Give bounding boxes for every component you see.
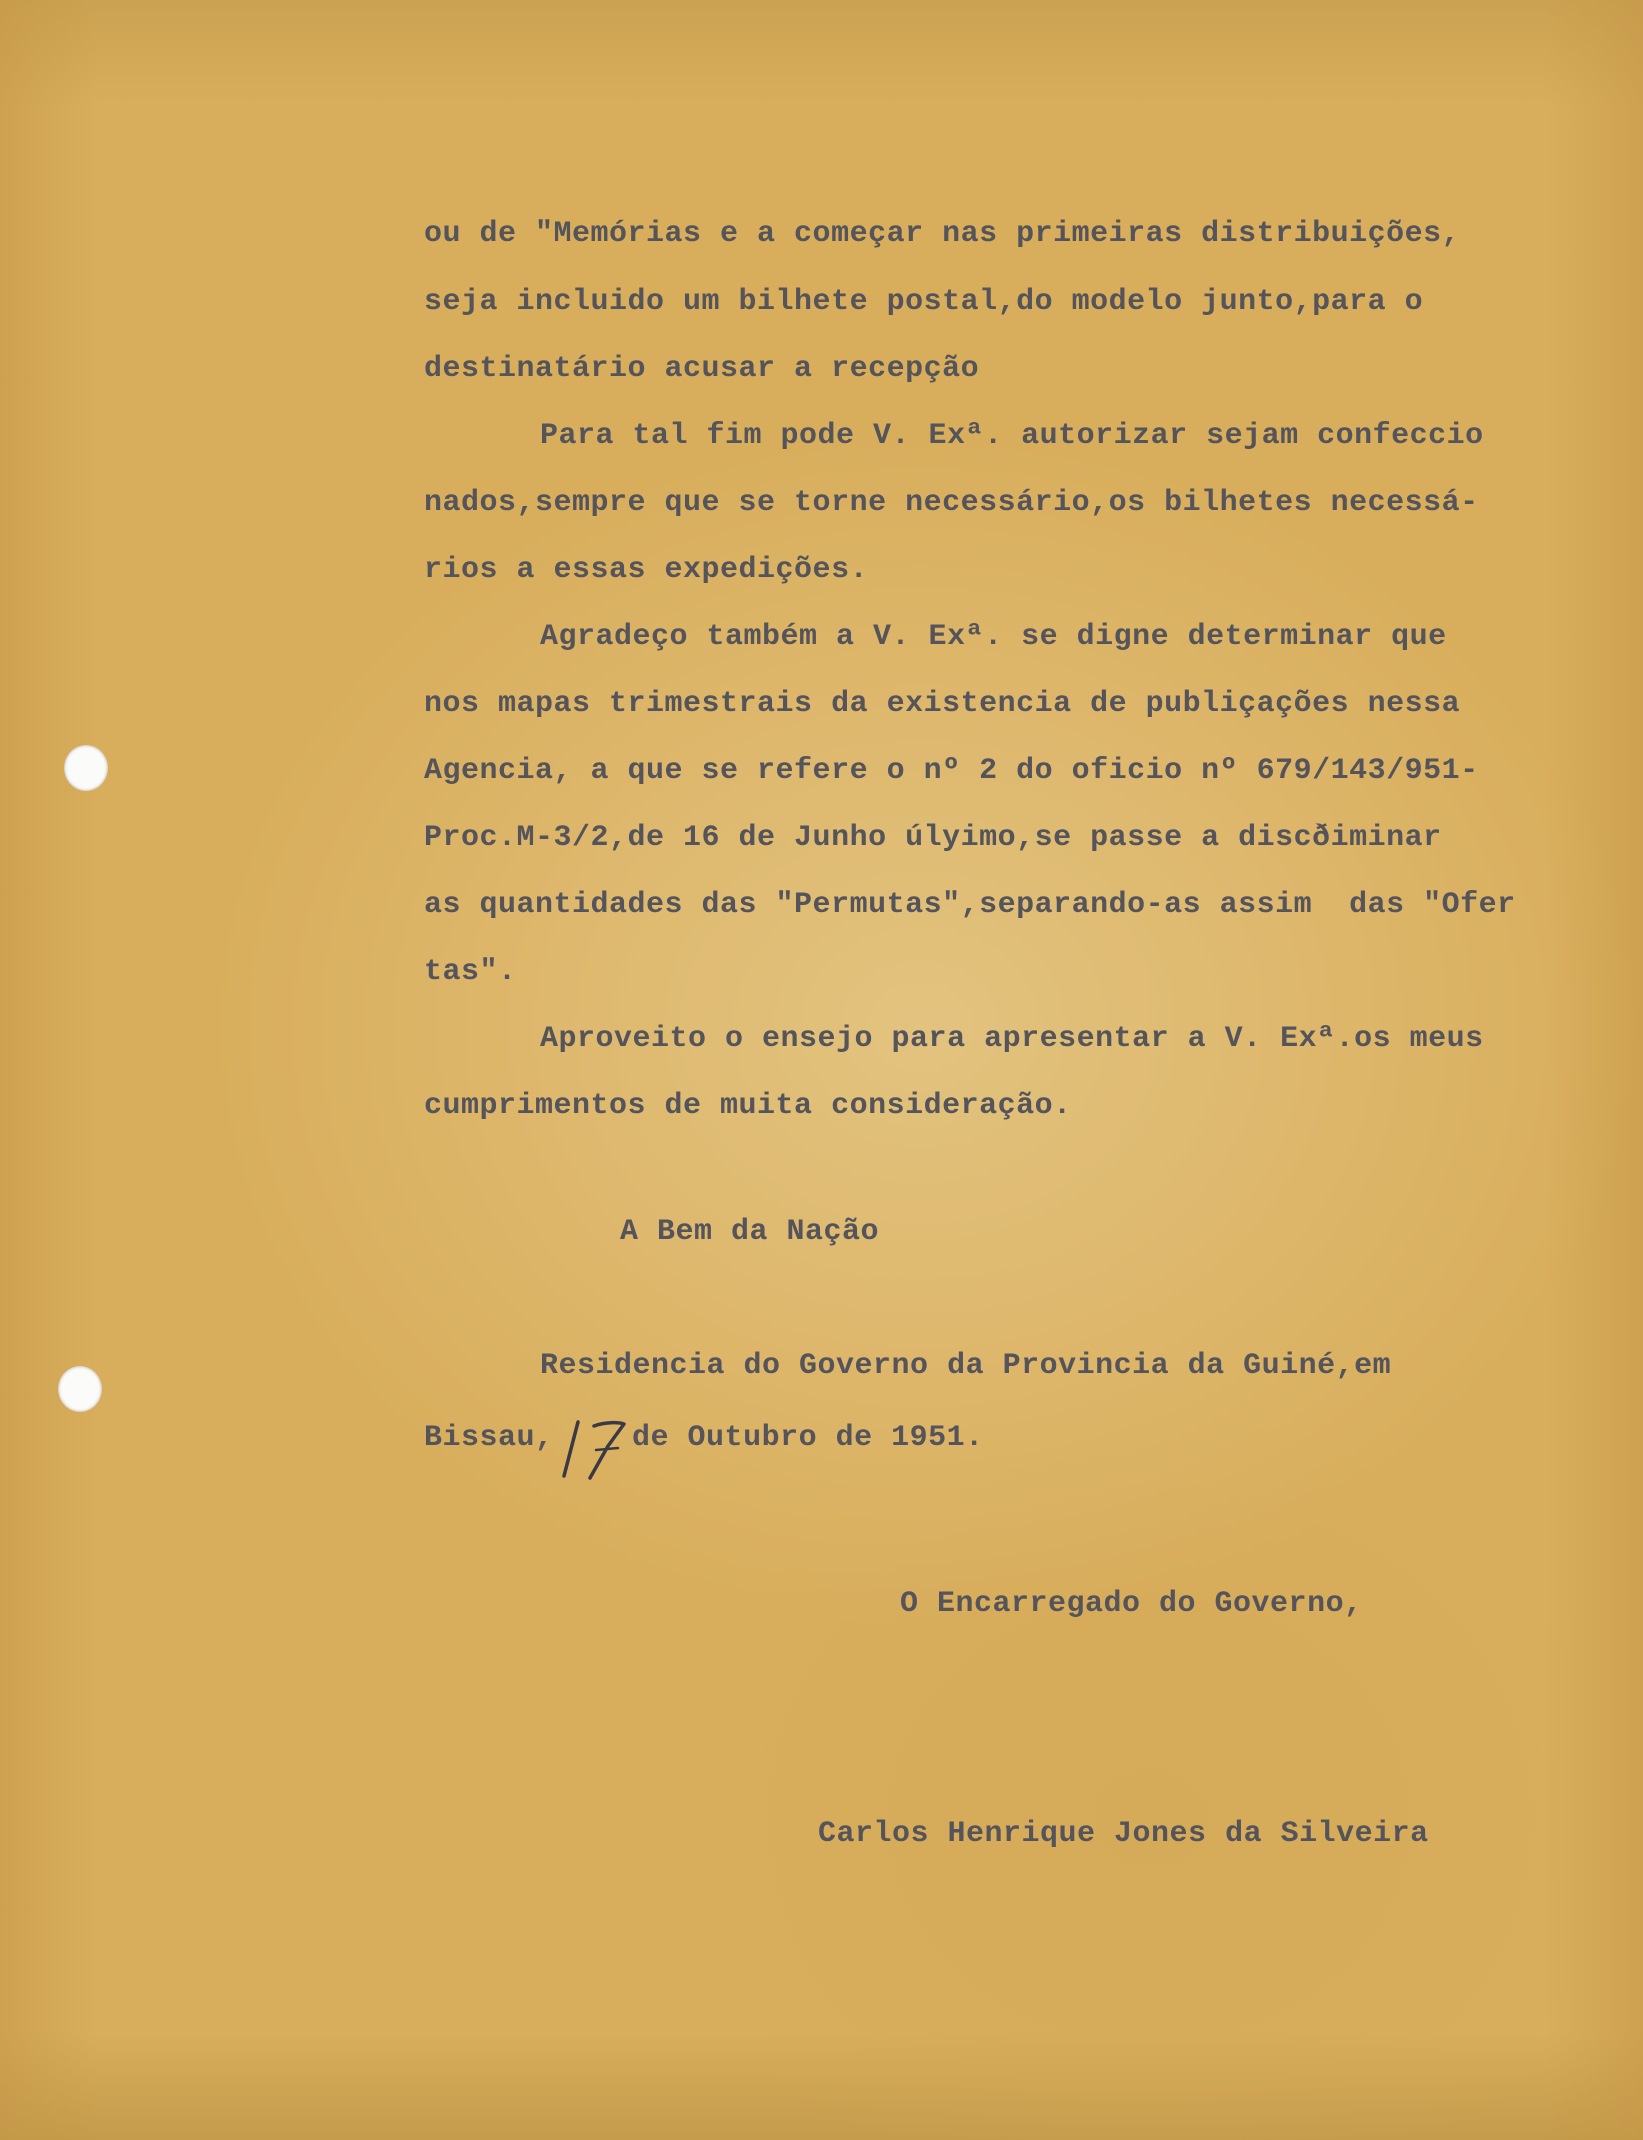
body-line: Aproveito o ensejo para apresentar a V. Exª.os meus: [540, 1022, 1484, 1056]
body-line: ou de "Memórias e a começar nas primeiras distribuições,: [424, 217, 1461, 251]
signatory-title: O Encarregado do Governo,: [900, 1587, 1363, 1621]
body-line: seja incluido um bilhete postal,do modelo junto,para o: [424, 285, 1424, 319]
date-line: [424, 1420, 984, 1456]
signatory-name: Carlos Henrique Jones da Silveira: [818, 1817, 1429, 1851]
salutation: A Bem da Nação: [620, 1215, 880, 1249]
body-line: tas".: [424, 955, 517, 989]
body-line: as quantidades das "Permutas",separando-as assim das "Ofer: [424, 888, 1516, 922]
body-line: destinatário acusar a recepção: [424, 352, 980, 386]
date-city: Bissau,: [424, 1421, 554, 1455]
body-line: nados,sempre que se torne necessário,os bilhetes necessá-: [424, 486, 1479, 520]
body-line: rios a essas expedições.: [424, 553, 869, 587]
date-month-year: de Outubro de 1951.: [632, 1421, 984, 1455]
body-line: Para tal fim pode V. Exª. autorizar sejam confeccio: [540, 419, 1484, 453]
handwritten-day-strokes: [560, 1402, 650, 1482]
place-line: Residencia do Governo da Provincia da Guiné,em: [540, 1349, 1392, 1383]
body-line: cumprimentos de muita consideração.: [424, 1089, 1072, 1123]
body-line: Agencia, a que se refere o nº 2 do oficio nº 679/143/951-: [424, 754, 1479, 788]
body-line: Agradeço também a V. Exª. se digne determinar que: [540, 620, 1447, 654]
body-line: nos mapas trimestrais da existencia de publiçações nessa: [424, 687, 1461, 721]
body-line: Proc.M-3/2,de 16 de Junho úlyimo,se passe a discðiminar: [424, 821, 1442, 855]
